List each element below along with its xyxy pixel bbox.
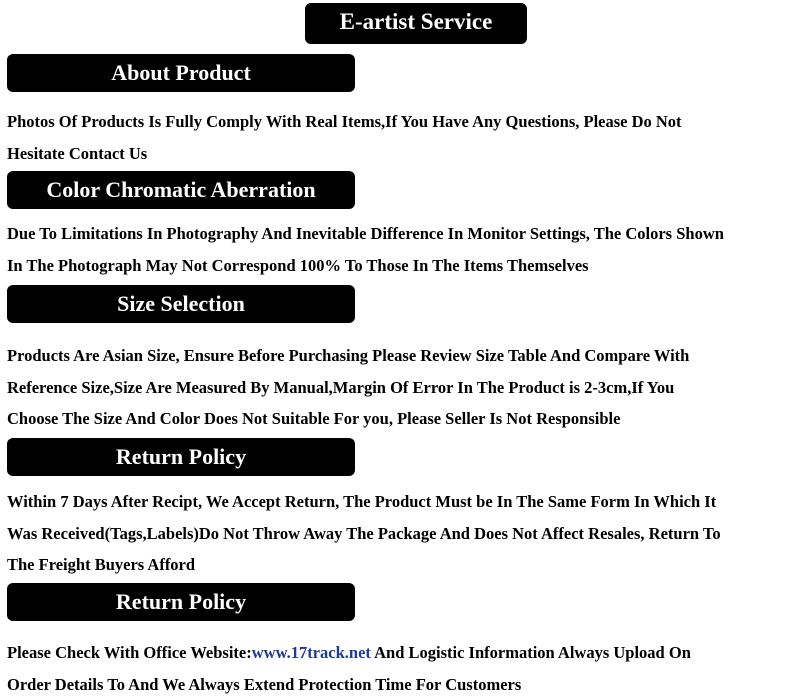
paragraph-line: Order Details To And We Always Extend Protection Time For Customers: [7, 669, 797, 700]
page-title: E-artist Service: [305, 3, 527, 44]
return-policy-text: [7, 486, 797, 581]
tracking-text-before-link: Please Check With Office Website:: [7, 643, 252, 662]
about-product-text: [7, 106, 797, 169]
section-heading-return-policy: Return Policy: [7, 438, 355, 476]
paragraph-line: In The Photograph May Not Correspond 100% To Those In The Items Themselves: [7, 250, 797, 282]
paragraph-line: Products Are Asian Size, Ensure Before Purchasing Please Review Size Table And Compare With: [7, 340, 797, 372]
section-heading-color-aberration: Color Chromatic Aberration: [7, 171, 355, 209]
paragraph-line: Due To Limitations In Photography And Inevitable Difference In Monitor Settings, The Colors Shown: [7, 218, 797, 250]
section-heading-return-policy-tracking: Return Policy: [7, 583, 355, 621]
paragraph-line: The Freight Buyers Afford: [7, 549, 797, 581]
size-selection-text: [7, 340, 797, 435]
tracking-text-after-link: And Logistic Information Always Upload On: [371, 643, 691, 662]
tracking-text: [7, 637, 797, 700]
section-heading-size-selection: Size Selection: [7, 285, 355, 323]
paragraph-line: Hesitate Contact Us: [7, 138, 797, 170]
paragraph-line: Was Received(Tags,Labels)Do Not Throw Away The Package And Does Not Affect Resales, Return To: [7, 518, 797, 550]
color-aberration-text: [7, 218, 797, 281]
paragraph-line: Photos Of Products Is Fully Comply With Real Items,If You Have Any Questions, Please Do Not: [7, 106, 797, 138]
paragraph-line: Within 7 Days After Recipt, We Accept Return, The Product Must be In The Same Form In Which It: [7, 486, 797, 518]
tracking-website-link[interactable]: www.17track.net: [252, 643, 371, 662]
section-heading-about-product: About Product: [7, 54, 355, 92]
paragraph-line: [7, 637, 797, 669]
paragraph-line: Choose The Size And Color Does Not Suitable For you, Please Seller Is Not Responsible: [7, 403, 797, 435]
paragraph-line: Reference Size,Size Are Measured By Manual,Margin Of Error In The Product is 2-3cm,If You: [7, 372, 797, 404]
